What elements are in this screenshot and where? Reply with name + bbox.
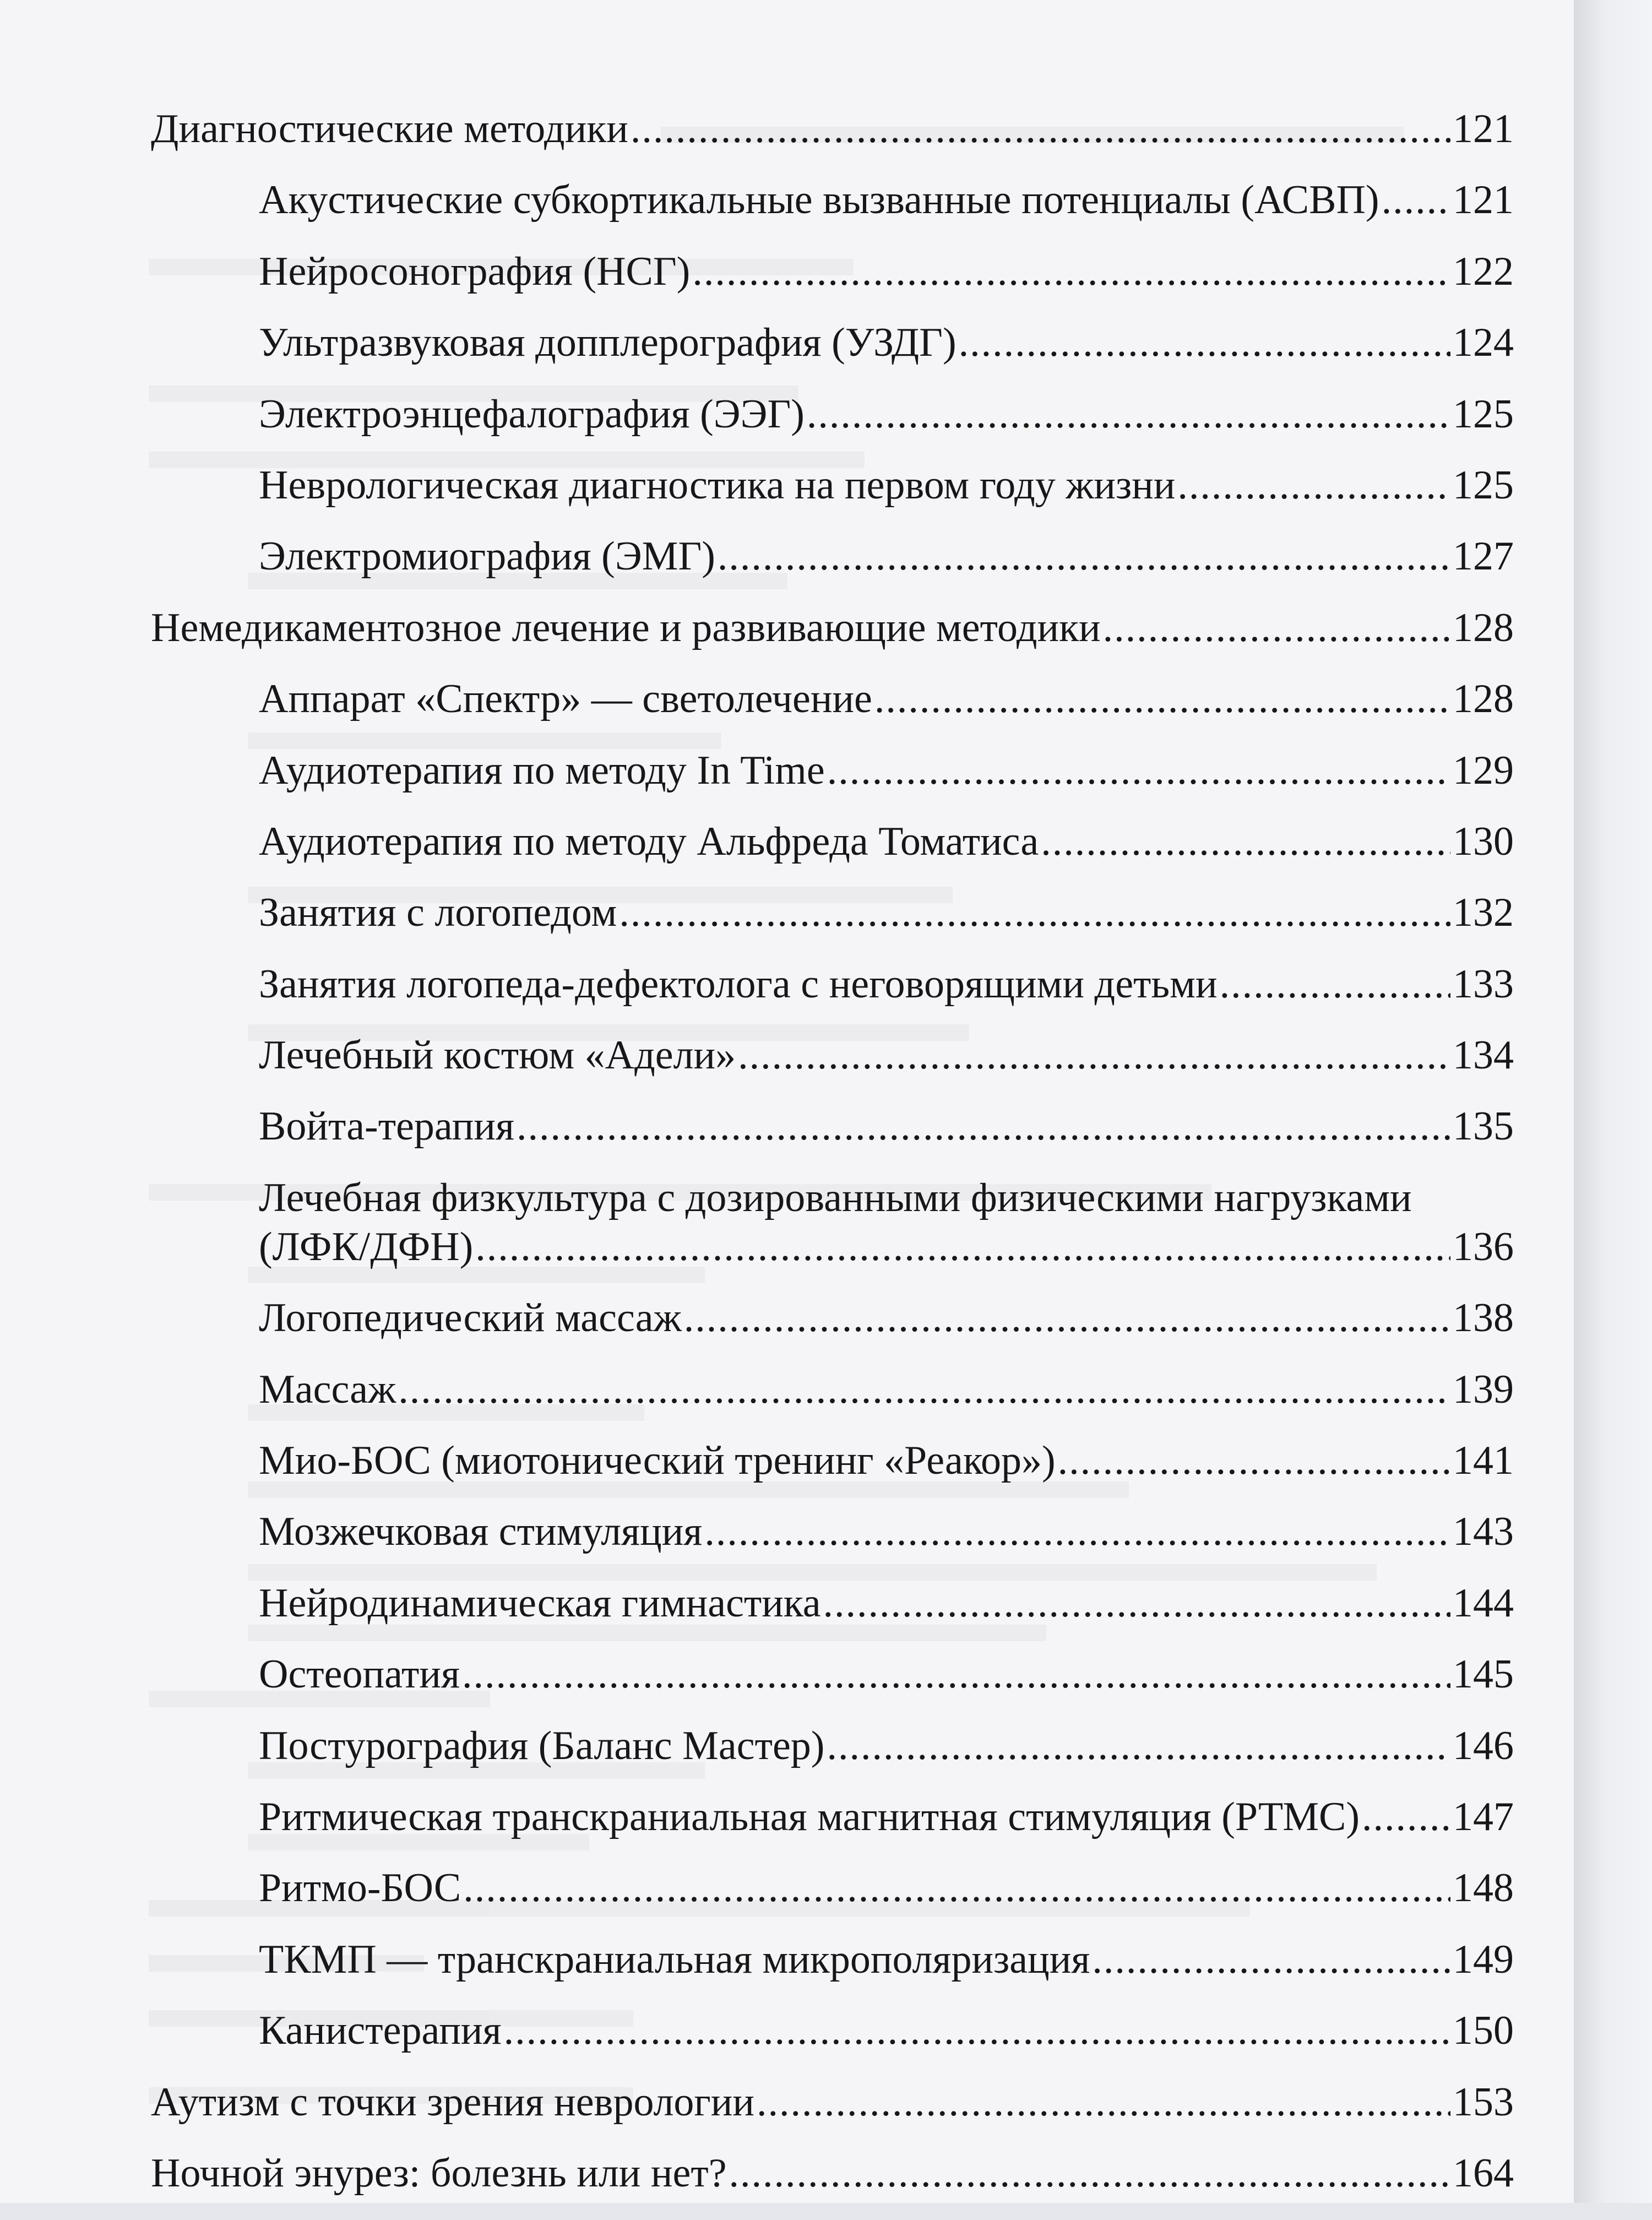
- toc-entry-title: Остеопатия: [259, 1652, 460, 1697]
- toc-entry-title: Электромиография (ЭМГ): [259, 534, 715, 579]
- dot-leader: [462, 1650, 1450, 1699]
- toc-page-number: 127: [1453, 534, 1514, 579]
- toc-entry: [259, 888, 1514, 937]
- toc-page-number: 135: [1453, 1104, 1514, 1149]
- toc-entry-title: Неврологическая диагностика на первом году жизни: [259, 462, 1176, 508]
- toc-page-number: 144: [1453, 1580, 1514, 1626]
- toc-entry-title: Войта-терапия: [259, 1104, 514, 1149]
- toc-entry-title: Лечебный костюм «Адели»: [259, 1033, 736, 1078]
- toc-page-number: 138: [1453, 1295, 1514, 1341]
- toc-entry-title: Постурография (Баланс Мастер): [259, 1723, 825, 1768]
- dot-leader: [619, 888, 1450, 937]
- toc-page-number: 150: [1453, 2008, 1514, 2054]
- toc-entry-title: Логопедический массаж: [259, 1295, 682, 1341]
- toc-page-number: 128: [1453, 676, 1514, 722]
- toc-entry: [259, 318, 1514, 367]
- toc-entry-title: Занятия с логопедом: [259, 890, 617, 936]
- toc-entry: [259, 1507, 1514, 1556]
- toc-entry-section: [151, 2078, 1514, 2127]
- toc-entry: [259, 1722, 1514, 1771]
- toc-entry-title: Ритмическая транскраниальная магнитная стимуляция (РТМС): [259, 1794, 1360, 1839]
- dot-leader: [1220, 960, 1450, 1009]
- dot-leader: [631, 105, 1450, 154]
- toc-page-number: 139: [1453, 1366, 1514, 1412]
- toc-entry-title-line2: (ЛФК/ДФН): [259, 1224, 474, 1269]
- toc-page-number: 141: [1453, 1438, 1514, 1484]
- dot-leader: [1362, 1793, 1450, 1842]
- toc-entry-title: Канистерапия: [259, 2008, 502, 2054]
- page-edge-shadow: [1574, 0, 1652, 2203]
- toc-entry: [259, 1935, 1514, 1984]
- toc-entry: [259, 1793, 1514, 1842]
- dot-leader: [1382, 176, 1450, 225]
- dot-leader: [1177, 461, 1450, 510]
- dot-leader: [757, 2078, 1450, 2127]
- toc-page-number: 146: [1453, 1723, 1514, 1768]
- toc-entry-title: Нейросонография (НСГ): [259, 248, 691, 294]
- dot-leader: [827, 1722, 1450, 1771]
- toc-entry: [259, 1031, 1514, 1080]
- toc-entry: [259, 1365, 1514, 1414]
- dot-leader: [475, 1223, 1450, 1272]
- dot-leader: [517, 1102, 1450, 1151]
- dot-leader: [807, 390, 1450, 439]
- toc-entry: [259, 1294, 1514, 1343]
- toc-entry-title: Мозжечковая стимуляция: [259, 1509, 703, 1555]
- toc-page-number: 125: [1453, 391, 1514, 437]
- toc-page-number: 132: [1453, 890, 1514, 936]
- toc-page-number: 124: [1453, 320, 1514, 366]
- dot-leader: [718, 532, 1450, 581]
- toc-page-number: 147: [1453, 1794, 1514, 1839]
- toc-entry: [259, 461, 1514, 510]
- toc-entry-title: Аутизм с точки зрения неврологии: [151, 2079, 754, 2125]
- toc-entry: [259, 247, 1514, 296]
- dot-leader: [729, 2149, 1450, 2198]
- table-of-contents: [151, 105, 1514, 2220]
- toc-entry-title: Ритмо-БОС: [259, 1865, 461, 1911]
- toc-page-number: 122: [1453, 248, 1514, 294]
- dot-leader: [398, 1365, 1450, 1414]
- dot-leader: [504, 2006, 1450, 2055]
- toc-page-number: 133: [1453, 961, 1514, 1007]
- toc-entry: [259, 1650, 1514, 1699]
- toc-entry-section: [151, 2149, 1514, 2198]
- toc-entry-title: Нейродинамическая гимнастика: [259, 1580, 821, 1626]
- toc-entry-title: Мио-БОС (миотонический тренинг «Реакор»): [259, 1438, 1056, 1484]
- toc-entry-title: Аудиотерапия по методу In Time: [259, 747, 825, 793]
- toc-page-number: 129: [1453, 747, 1514, 793]
- toc-entry: [259, 2006, 1514, 2055]
- toc-entry-title: Ультразвуковая допплерография (УЗДГ): [259, 320, 957, 366]
- toc-page-number: 128: [1453, 605, 1514, 650]
- dot-leader: [738, 1031, 1450, 1080]
- dot-leader: [827, 746, 1450, 795]
- toc-entry-title: Аппарат «Спектр» — светолечение: [259, 676, 872, 722]
- toc-page-number: 130: [1453, 818, 1514, 864]
- dot-leader: [684, 1294, 1450, 1343]
- dot-leader: [959, 318, 1450, 367]
- toc-page-number: 148: [1453, 1865, 1514, 1911]
- toc-entry: [259, 960, 1514, 1009]
- dot-leader: [692, 247, 1450, 296]
- toc-entry-title: Диагностические методики: [151, 106, 628, 151]
- toc-entry: [259, 1436, 1514, 1485]
- toc-entry-title: ТКМП — транскраниальная микрополяризация: [259, 1936, 1090, 1982]
- dot-leader: [463, 1864, 1450, 1913]
- toc-page-number: 136: [1453, 1224, 1514, 1269]
- toc-page-number: 143: [1453, 1509, 1514, 1555]
- toc-entry-title: Ночной энурез: болезнь или нет?: [151, 2150, 727, 2196]
- toc-entry: [259, 1579, 1514, 1628]
- toc-page-number: 121: [1453, 177, 1514, 223]
- dot-leader: [1041, 817, 1450, 866]
- dot-leader: [874, 675, 1450, 724]
- toc-entry: [259, 675, 1514, 724]
- dot-leader: [1092, 1935, 1450, 1984]
- toc-entry-title: Аудиотерапия по методу Альфреда Томатиса: [259, 818, 1039, 864]
- dot-leader: [823, 1579, 1450, 1628]
- toc-page-number: 125: [1453, 462, 1514, 508]
- toc-entry-title: Занятия логопеда-дефектолога с неговорящими детьми: [259, 961, 1218, 1007]
- toc-page-number: 149: [1453, 1936, 1514, 1982]
- toc-entry-title: Электроэнцефалография (ЭЭГ): [259, 391, 805, 437]
- dot-leader: [1058, 1436, 1450, 1485]
- toc-page-number: 121: [1453, 106, 1514, 151]
- toc-entry: [259, 1102, 1514, 1151]
- toc-entry: [259, 1864, 1514, 1913]
- dot-leader: [704, 1507, 1450, 1556]
- toc-entry: [259, 176, 1514, 225]
- toc-entry-title: Акустические субкортикальные вызванные потенциалы (АСВП): [259, 177, 1379, 223]
- toc-entry-title-line1: Лечебная физкультура с дозированными физическими нагрузками: [259, 1175, 1412, 1220]
- toc-entry-title: Массаж: [259, 1366, 396, 1412]
- toc-page-number: 164: [1453, 2150, 1514, 2196]
- toc-entry-section: [151, 604, 1514, 653]
- toc-entry-section: [151, 105, 1514, 154]
- toc-page-number: 134: [1453, 1033, 1514, 1078]
- toc-page-number: 153: [1453, 2079, 1514, 2125]
- toc-page-number: 145: [1453, 1652, 1514, 1697]
- toc-entry: [259, 746, 1514, 795]
- toc-entry: [259, 532, 1514, 581]
- toc-entry-multiline: [259, 1174, 1514, 1272]
- dot-leader: [1103, 604, 1450, 653]
- toc-entry: [259, 390, 1514, 439]
- toc-entry: [259, 817, 1514, 866]
- toc-entry-title: Немедикаментозное лечение и развивающие методики: [151, 605, 1101, 650]
